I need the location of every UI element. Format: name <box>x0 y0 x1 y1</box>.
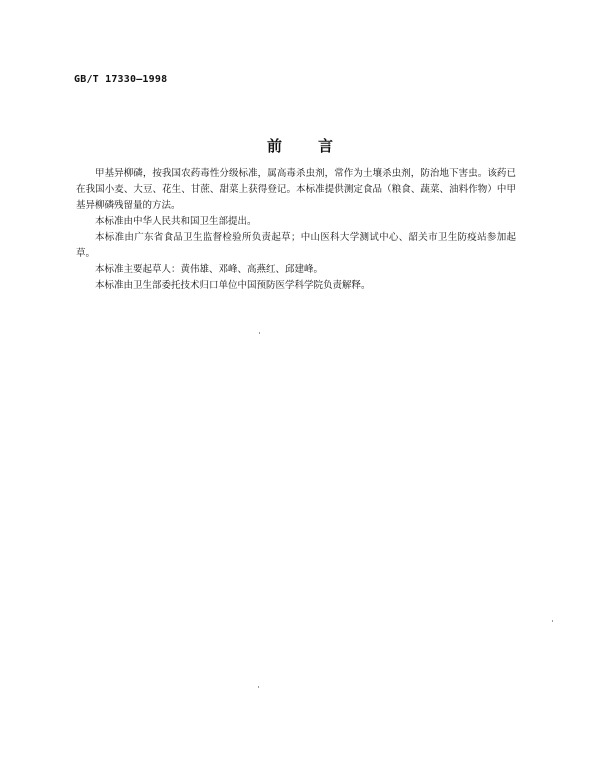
paragraph-1: 甲基异柳磷，按我国农药毒性分级标准，属高毒杀虫剂，常作为土壤杀虫剂，防治地下害虫。该药已在我国小麦、大豆、花生、甘蔗、甜菜上获得登记。本标准提供测定食品（粮食、蔬菜、油料作物）中甲基异柳磷残留量的方法。 <box>76 168 516 211</box>
scan-speck <box>258 686 259 688</box>
paragraph-3: 本标准由广东省食品卫生监督检验所负责起草；中山医科大学测试中心、韶关市卫生防疫站参加起草。 <box>76 232 516 259</box>
paragraph-5: 本标准由卫生部委托技术归口单位中国预防医学科学院负责解释。 <box>95 280 371 291</box>
paragraph-2: 本标准由中华人民共和国卫生部提出。 <box>95 216 257 227</box>
scan-speck <box>259 332 260 334</box>
paragraph-4: 本标准主要起草人：黄伟雄、邓峰、高燕红、邱建峰。 <box>95 264 324 275</box>
scan-speck <box>552 620 553 622</box>
standard-code: GB/T 17330—1998 <box>74 74 168 85</box>
page-title: 前言 <box>266 137 369 155</box>
foreword-body <box>76 166 516 294</box>
